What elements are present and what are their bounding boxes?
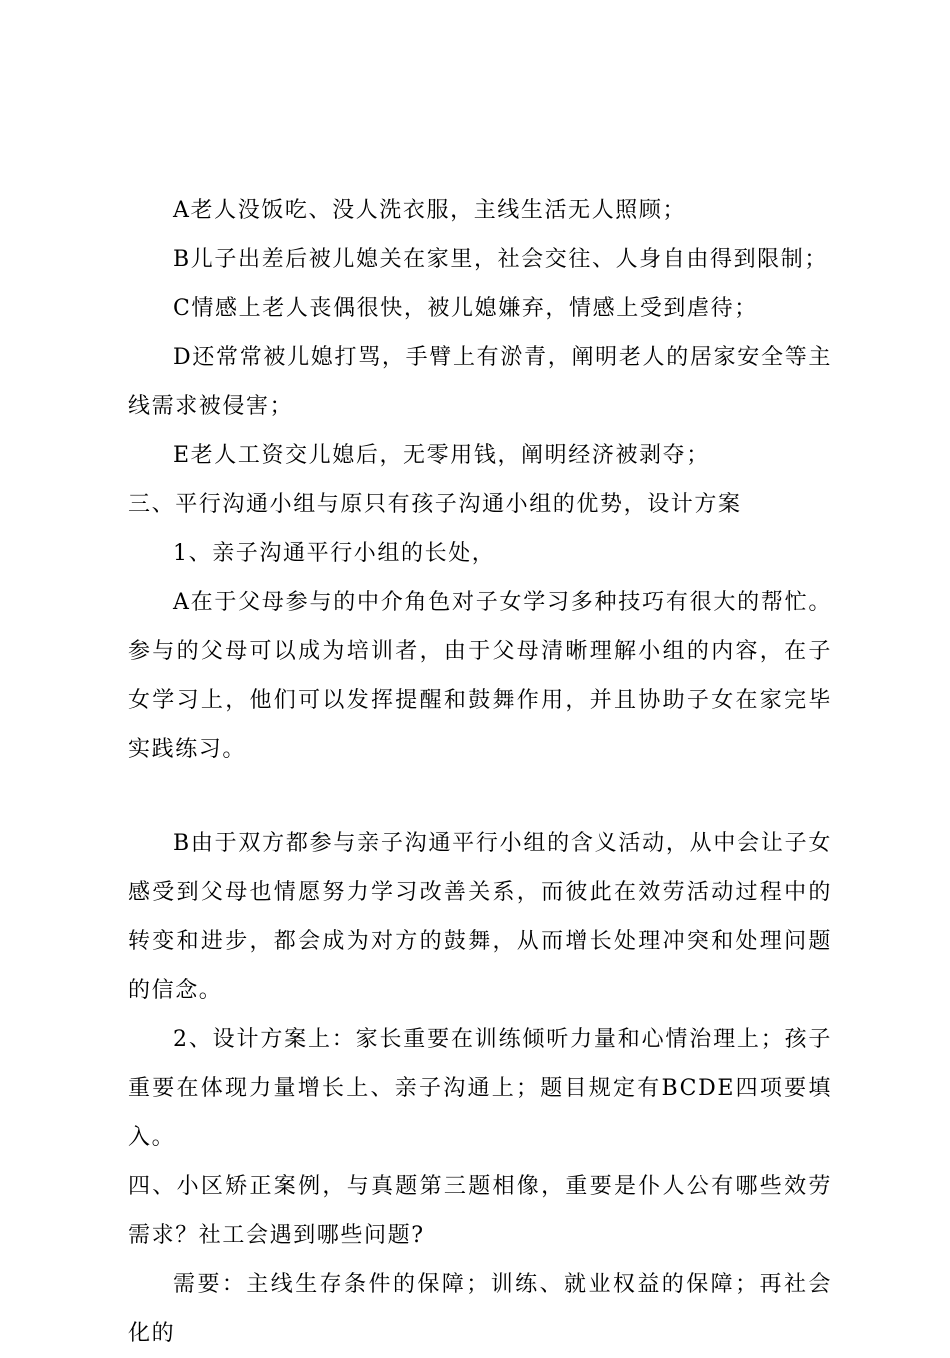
section-heading-three: 三、平行沟通小组与原只有孩子沟通小组的优势，设计方案 (128, 492, 742, 517)
paragraph-item-e: E老人工资交儿媳后，无零用钱，阐明经济被剥夺； (173, 443, 710, 468)
paragraph-item-d: D还常常被儿媳打骂，手臂上有淤青，阐明老人的居家安全等主线需求被侵害； (128, 345, 832, 419)
paragraph-advantage-a: A在于父母参与的中介角色对子女学习多种技巧有很大的帮忙。参与的父母可以成为培训者，由于父母清晰理解小组的内容，在子女学习上，他们可以发挥提醒和鼓舞作用，并且协助子女在家完毕实践练习。 (128, 590, 832, 762)
paragraph-design-plan: 2、设计方案上：家长重要在训练倾听力量和心情治理上；孩子重要在体现力量增长上、亲子沟通上；题目规定有BCDE四项要填入。 (128, 1027, 832, 1150)
paragraph-item-a: A老人没饭吃、没人洗衣服，主线生活无人照顾； (173, 198, 687, 223)
paragraph-advantage-b: B由于双方都参与亲子沟通平行小组的含义活动，从中会让子女感受到父母也情愿努力学习改善关系，而彼此在效劳活动过程中的转变和进步，都会成为对方的鼓舞，从而增长处理冲突和处理问题的信念。 (128, 831, 832, 1003)
paragraph-needs: 需要：主线生存条件的保障；训练、就业权益的保障；再社会化的 (128, 1272, 832, 1346)
document-body (128, 186, 832, 1358)
paragraph-item-c: C情感上老人丧偶很快，被儿媳嫌弃，情感上受到虐待； (173, 296, 758, 321)
subheading-advantages: 1、亲子沟通平行小组的长处， (173, 541, 496, 566)
section-heading-four: 四、小区矫正案例，与真题第三题相像，重要是仆人公有哪些效劳需求？社工会遇到哪些问题? (128, 1174, 832, 1248)
paragraph-item-b: B儿子出差后被儿媳关在家里，社会交往、人身自由得到限制； (173, 247, 828, 272)
